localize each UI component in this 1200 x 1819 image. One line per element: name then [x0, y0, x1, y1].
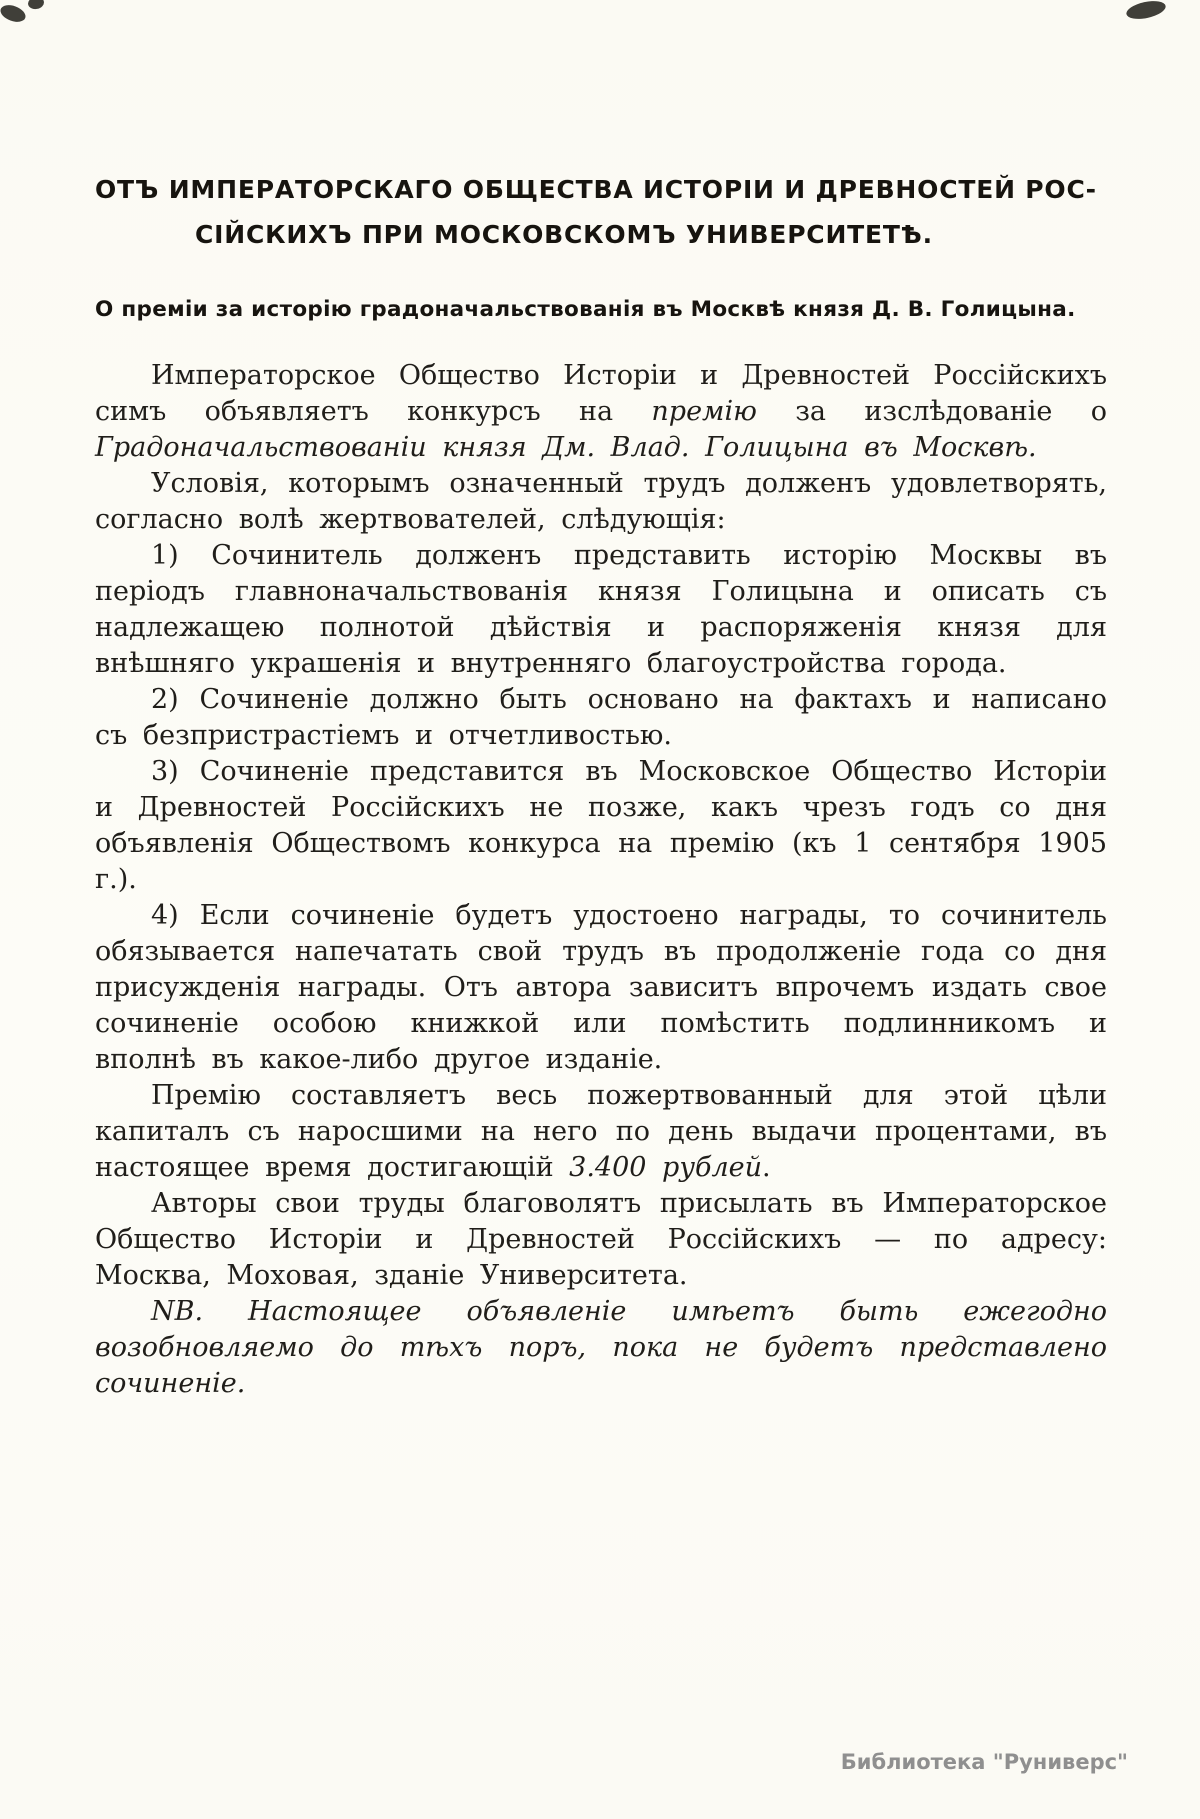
paragraph: [95, 466, 1107, 538]
text-block: [95, 167, 1107, 1402]
scan-artifact: [27, 0, 45, 10]
text-segment: Условія, которымъ означенный трудъ долженъ удовлетворять, согласно волѣ жертвователей, слѣдующія:: [95, 468, 1107, 535]
library-watermark: Библиотека "Руниверс": [840, 1750, 1128, 1774]
text-segment: .: [762, 1152, 771, 1183]
paragraph: [95, 682, 1107, 754]
text-segment: Авторы свои труды благоволятъ присылать въ Императорское Общество Исторіи и Древностей Россійскихъ — по адресу: Москва, Моховая, зданіе Университета.: [95, 1188, 1107, 1291]
text-segment: Императорское Общество Исторіи и Древностей Россійскихъ симъ объявляетъ конкурсъ на: [95, 360, 1107, 427]
text-segment: NB. Настоящее объявленіе имѣетъ быть ежегодно возобновляемо до тѣхъ поръ, пока не будетъ представлено сочиненіе.: [95, 1296, 1107, 1399]
paragraph: [95, 358, 1107, 466]
text-segment: Премію составляетъ весь пожертвованный для этой цѣли капиталъ съ наросшими на него по день выдачи процентами, въ настоящее время достигающій: [95, 1080, 1107, 1183]
italic-text-segment: Градоначальствованіи князя Дм. Влад. Голицына въ Москвѣ.: [95, 432, 1037, 463]
italic-text-segment: 3.400 рублей: [569, 1152, 763, 1183]
document-title: [95, 167, 1107, 257]
paragraph: [95, 1294, 1107, 1402]
italic-text-segment: премію: [651, 396, 757, 427]
paragraph: [95, 898, 1107, 1078]
paragraph: [95, 754, 1107, 898]
text-segment: 2) Сочиненіе должно быть основано на фактахъ и написано съ безпристрастіемъ и отчетливостью.: [95, 684, 1107, 751]
text-segment: за изслѣдованіе о: [756, 396, 1107, 427]
text-segment: 4) Если сочиненіе будетъ удостоено награды, то сочинитель обязывается напечатать свой трудъ въ продолженіе года со дня присужденія награды. Отъ автора зависитъ впрочемъ издать свое сочиненіе особою книжкой или помѣстить подлинникомъ и вполнѣ въ какое-либо другое изданіе.: [95, 900, 1107, 1075]
body-paragraphs: [95, 358, 1107, 1402]
text-segment: 1) Сочинитель долженъ представить исторію Москвы въ періодъ главноначальствованія князя Голицына и описать съ надлежащею полнотой дѣйствія и распоряженія князя для внѣшняго украшенія и внутренняго благоустройства города.: [95, 540, 1107, 679]
scan-artifact: [0, 2, 28, 25]
document-subtitle: О преміи за исторію градоначальствованія въ Москвѣ князя Д. В. Голицына.: [95, 297, 1076, 322]
title-line-1: ОТЪ ИМПЕРАТОРСКАГО ОБЩЕСТВА ИСТОРІИ И ДРЕВНОСТЕЙ РОС-: [95, 175, 1097, 204]
scan-artifact: [1125, 0, 1167, 22]
paragraph: [95, 538, 1107, 682]
paragraph: [95, 1078, 1107, 1186]
text-segment: 3) Сочиненіе представится въ Московское Общество Исторіи и Древностей Россійскихъ не позже, какъ чрезъ годъ со дня объявленія Обществомъ конкурса на премію (къ 1 сентября 1905 г.).: [95, 756, 1107, 895]
title-line-2: СІЙСКИХЪ ПРИ МОСКОВСКОМЪ УНИВЕРСИТЕТѢ.: [195, 220, 933, 249]
paragraph: [95, 1186, 1107, 1294]
